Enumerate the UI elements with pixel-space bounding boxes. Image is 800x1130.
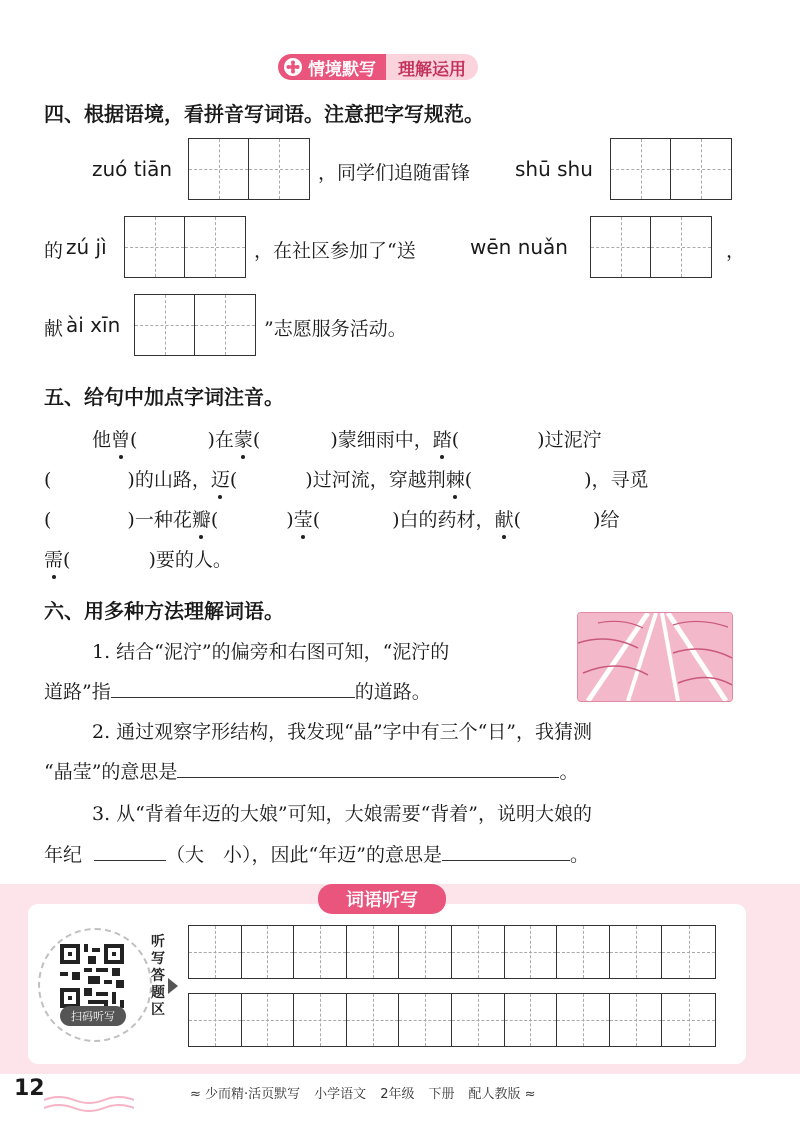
answer-area-label: 听 写 答 题 区 bbox=[151, 934, 165, 1018]
pinyin-wennuan: wēn nuǎn bbox=[470, 235, 568, 259]
dictation-grid-row-1[interactable] bbox=[188, 925, 716, 979]
qr-code-icon[interactable] bbox=[60, 944, 124, 1008]
section5-line-1: 他曾( )在蒙( )蒙细雨中，踏( )过泥泞 bbox=[92, 425, 602, 452]
writing-grid-1[interactable] bbox=[188, 138, 310, 200]
flower-icon bbox=[284, 58, 302, 76]
dotted-char: 踏 bbox=[433, 425, 452, 452]
q3-line-a: 3. 从“背着年迈的大娘”可知，大娘需要“背着”，说明大娘的 bbox=[92, 803, 593, 825]
badge-sub-label: 理解运用 bbox=[386, 54, 478, 80]
scan-label: 扫码听写 bbox=[60, 1006, 126, 1026]
dictation-title: 词语听写 bbox=[318, 884, 446, 914]
writing-grid-2[interactable] bbox=[610, 138, 732, 200]
answer-blank-3[interactable] bbox=[94, 860, 166, 861]
dotted-char: 莹 bbox=[294, 505, 313, 532]
badge-main-label: 情境默写 bbox=[308, 59, 376, 80]
section4-heading: 四、根据语境，看拼音写词语。注意把字写规范。 bbox=[44, 102, 484, 126]
section6-heading: 六、用多种方法理解词语。 bbox=[44, 599, 284, 623]
section5-line-2: ( )的山路，迈( )过河流，穿越荆棘( )，寻觅 bbox=[44, 465, 649, 492]
wave-decoration bbox=[44, 1092, 134, 1122]
answer-blank-2[interactable] bbox=[177, 777, 559, 778]
badge-main bbox=[278, 54, 386, 80]
dotted-char: 献 bbox=[495, 505, 514, 532]
section-badge bbox=[278, 54, 478, 80]
section5-line-3: ( )一种花瓣( )莹( )白的药材，献( )给 bbox=[44, 505, 619, 532]
q3-line-b: 年纪 （大 小），因此“年迈”的意思是 。 bbox=[44, 844, 589, 866]
q2-line-a: 2. 通过观察字形结构，我发现“晶”字中有三个“日”，我猜测 bbox=[92, 721, 593, 743]
page-number: 12 bbox=[14, 1076, 45, 1101]
answer-blank-1[interactable] bbox=[111, 697, 355, 698]
dotted-char: 迈 bbox=[211, 465, 230, 492]
sentence-text-2: 的 bbox=[44, 240, 64, 262]
writing-grid-3[interactable] bbox=[124, 216, 246, 278]
pinyin-zuji: zú jì bbox=[66, 235, 107, 259]
sentence-text-1: ，同学们追随雷锋 bbox=[318, 162, 471, 184]
section5-heading: 五、给句中加点字词注音。 bbox=[44, 385, 284, 409]
dotted-char: 蒙 bbox=[234, 425, 253, 452]
section5-line-4: 需( )要的人。 bbox=[44, 545, 232, 572]
q2-line-b: “晶莹”的意思是 。 bbox=[44, 761, 579, 783]
dotted-char: 瓣 bbox=[192, 505, 211, 532]
dotted-char: 曾 bbox=[111, 425, 130, 452]
q1-line-a: 1. 结合“泥泞”的偏旁和右图可知，“泥泞的 bbox=[92, 641, 450, 663]
answer-blank-4[interactable] bbox=[442, 860, 570, 861]
sentence-text-6: ”志愿服务活动。 bbox=[264, 318, 407, 340]
muddy-road-image bbox=[577, 612, 733, 702]
dictation-grid-row-2[interactable] bbox=[188, 993, 716, 1047]
sentence-text-4: ， bbox=[726, 240, 746, 262]
sentence-text-3: ，在社区参加了“送 bbox=[254, 240, 416, 262]
dotted-char: 棘 bbox=[446, 465, 465, 492]
writing-grid-4[interactable] bbox=[590, 216, 712, 278]
dotted-char: 需 bbox=[44, 545, 63, 572]
sentence-text-5: 献 bbox=[44, 318, 64, 340]
arrow-right-icon bbox=[168, 978, 178, 994]
pinyin-shushu: shū shu bbox=[515, 157, 593, 181]
pinyin-zuotian: zuó tiān bbox=[92, 157, 173, 181]
footer-info: ≈ 少而精·活页默写 小学语文 2年级 下册 配人教版 ≈ bbox=[190, 1087, 536, 1102]
pinyin-aixin: ài xīn bbox=[66, 313, 121, 337]
writing-grid-5[interactable] bbox=[134, 294, 256, 356]
q1-line-b: 道路”指 的道路。 bbox=[44, 681, 431, 703]
